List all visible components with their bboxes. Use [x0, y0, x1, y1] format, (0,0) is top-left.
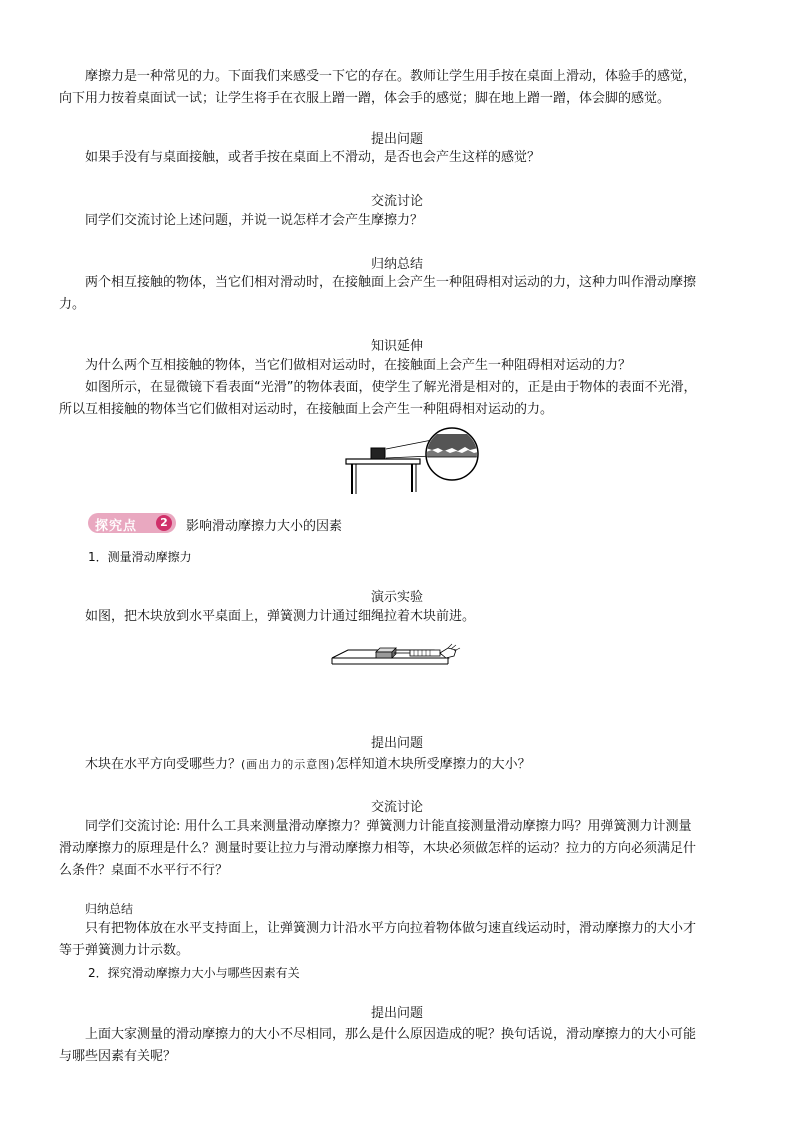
discussion-paragraph: 同学们交流讨论上述问题，并说一说怎样才会产生摩擦力？: [85, 213, 424, 228]
badge-label: 探究点: [95, 519, 138, 534]
question-2-part-1: 木块在水平方向受哪些力？: [85, 757, 242, 772]
intro-paragraph: [59, 66, 745, 110]
badge-number: 2: [156, 515, 172, 531]
heading-raise-question-3: 提出问题: [370, 1006, 423, 1021]
discussion-2-paragraph: [59, 816, 745, 882]
extension-paragraph: [59, 377, 745, 421]
intro-line-1: 摩擦力是一种常见的力。下面我们来感受一下它的存在。教师让学生用手按在桌面上滑动，体验手的感觉，: [85, 69, 697, 84]
intro-line-2: 向下用力按着桌面试一试；让学生将手在衣服上蹭一蹭，体会手的感觉；脚在地上蹭一蹭，体会脚的感觉。: [59, 91, 671, 106]
extension-question: 为什么两个互相接触的物体，当它们做相对运动时，在接触面上会产生一种阻碍相对运动的力？: [85, 358, 632, 373]
heading-extension: 知识延伸: [370, 339, 423, 354]
question-2-paragraph: [85, 754, 745, 776]
microscope-surface-figure: [340, 424, 485, 498]
heading-demo: 演示实验: [370, 590, 423, 605]
summary-line-1: 两个相互接触的物体，当它们相对滑动时，在接触面上会产生一种阻碍相对运动的力，这种力叫作滑动摩擦: [85, 275, 697, 290]
discussion-2-line-2: 滑动摩擦力的原理是什么？测量时要让拉力与滑动摩擦力相等，木块必须做怎样的运动？拉力的方向必须满足什: [59, 841, 697, 856]
heading-discussion: 交流讨论: [370, 194, 423, 209]
factors-paragraph: [59, 1024, 745, 1068]
question-paragraph: 如果手没有与桌面接触，或者手按在桌面上不滑动，是否也会产生这样的感觉？: [85, 150, 541, 165]
subsection-2-title: 2．探究滑动摩擦力大小与哪些因素有关: [88, 966, 300, 980]
extension-line-1: 如图所示，在显微镜下看表面“光滑”的物体表面，使学生了解光滑是相对的，正是由于物体的表面不光滑，: [85, 380, 697, 395]
factors-line-2: 与哪些因素有关呢？: [59, 1049, 177, 1064]
spring-scale-figure: [330, 634, 465, 676]
summary-2-line-2: 等于弹簧测力计示数。: [59, 943, 190, 958]
heading-raise-question: 提出问题: [370, 132, 423, 147]
demo-paragraph: 如图，把木块放到水平桌面上，弹簧测力计通过细绳拉着木块前进。: [85, 609, 476, 624]
summary-line-2: 力。: [59, 297, 86, 312]
discussion-2-line-3: 么条件？桌面不水平行不行？: [59, 863, 229, 878]
summary-2-paragraph: [59, 918, 745, 962]
subsection-1-title: 1．测量滑动摩擦力: [88, 550, 192, 564]
heading-summary-2: 归纳总结: [85, 902, 134, 916]
summary-2-line-1: 只有把物体放在水平支持面上，让弹簧测力计沿水平方向拉着物体做匀速直线运动时，滑动摩擦力的大小才: [85, 921, 697, 936]
question-2-part-2: 怎样知道木块所受摩擦力的大小？: [335, 757, 531, 772]
explore-point-badge: [88, 513, 176, 533]
factors-line-1: 上面大家测量的滑动摩擦力的大小不尽相同，那么是什么原因造成的呢？换句话说，滑动摩擦力的大小可能: [85, 1027, 697, 1042]
heading-discussion-2: 交流讨论: [370, 800, 423, 815]
extension-line-2: 所以互相接触的物体当它们做相对运动时，在接触面上会产生一种阻碍相对运动的力。: [59, 402, 554, 417]
heading-raise-question-2: 提出问题: [370, 736, 423, 751]
section-2-title: 影响滑动摩擦力大小的因素: [186, 519, 343, 534]
summary-paragraph: [59, 272, 745, 316]
discussion-2-line-1: 同学们交流讨论: 用什么工具来测量滑动摩擦力？弹簧测力计能直接测量滑动摩擦力吗？用弹簧测力计测量: [85, 819, 692, 834]
heading-summary: 归纳总结: [370, 257, 423, 272]
question-2-note: (画出力的示意图): [241, 758, 336, 771]
